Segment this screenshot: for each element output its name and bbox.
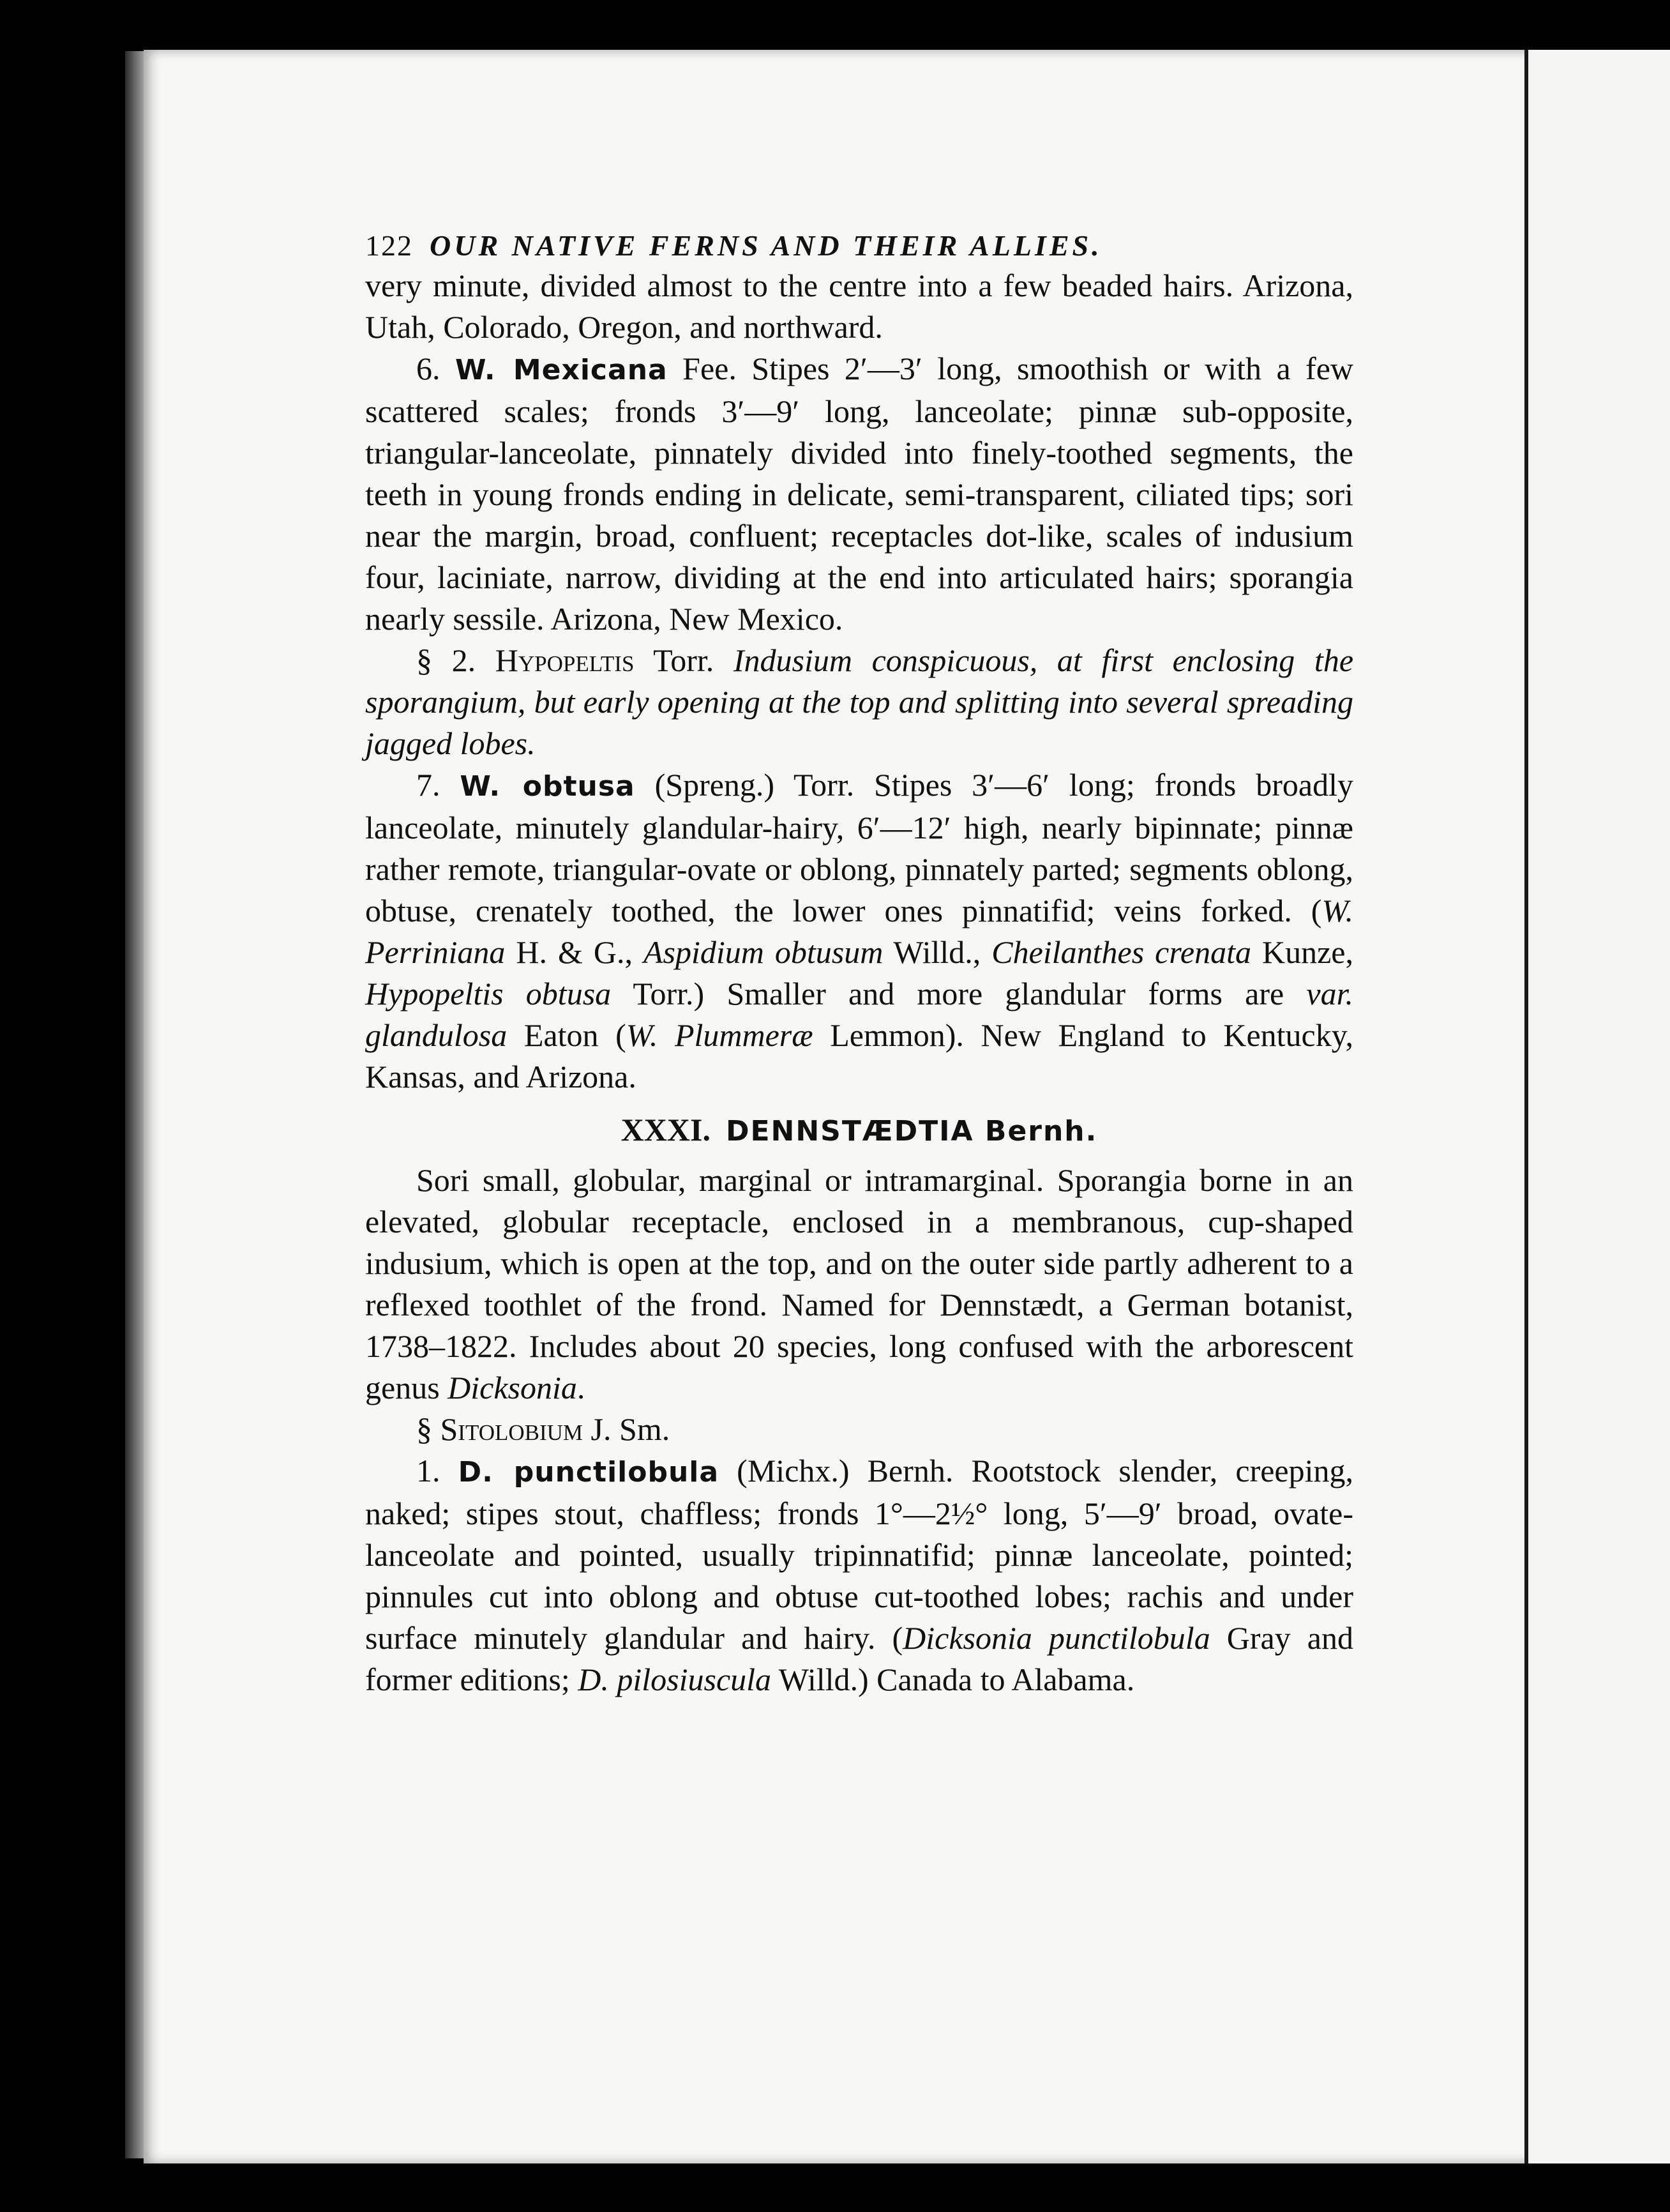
species-text: Kunze, [1251,934,1353,970]
subsection-authority: J. Sm. [583,1411,670,1447]
species-number: 1. [416,1453,440,1489]
species-text: Torr.) Smaller and more glandular forms are [611,976,1307,1011]
subsection-name: Sitolobium [440,1411,583,1447]
species-name: D. punctilobula [458,1456,719,1489]
genus-description [365,1160,1353,1409]
species-name: W. Mexicana [455,354,668,386]
section-mark: § [416,1411,440,1447]
genus-text: . [576,1370,585,1405]
genus-reference: Dicksonia [448,1370,577,1405]
variety-name: var. glandulosa [365,976,1353,1053]
page-number: 122 [365,229,413,262]
species-entry-mexicana [365,348,1353,640]
genus-name: DENNSTÆDTIA Bernh. [725,1115,1098,1148]
section-mark: § 2. [416,642,476,678]
paragraph-text: very minute, divided almost to the centre into a few beaded hairs. Arizona, Utah, Colorado, Oregon, and northward. [365,268,1353,345]
subsection-description: Indusium conspicuous, at first enclosing the sporangium, but early opening at the top and splitting into several spreading jagged lobes. [365,642,1354,761]
paragraph-continuation [365,265,1353,348]
species-text: Gray and former editions; [365,1620,1353,1697]
subsection-hypopeltis [365,640,1353,764]
species-text: Lemmon). New England to Kentucky, Kansas, and Arizona. [365,1017,1353,1095]
species-text: (Spreng.) Torr. Stipes 3′—6′ long; fronds broadly lanceolate, minutely glandular-hairy, 6′—12′ high, nearly bipinnate; pinnæ rather remote, triangular-ovate or oblong, pinnately parted; segments oblong, obtuse, crenately toothed, the lower ones pinnatifid; veins forked. ( [365,767,1353,928]
subsection-name: Hypopeltis [495,642,635,678]
synonym: Cheilanthes crenata [991,934,1252,970]
synonym: W. Perriniana [365,893,1353,970]
running-head [365,227,1353,265]
synonym: Aspidium obtusum [643,934,884,970]
running-title: OUR NATIVE FERNS AND THEIR ALLIES. [430,229,1102,262]
facing-page-edge [1528,50,1670,2163]
species-name: W. obtusa [460,770,635,803]
genus-number: XXXI. [621,1112,711,1148]
synonym: W. Plummeræ [626,1017,813,1053]
species-text: Willd., [883,934,992,970]
species-entry-punctilobula [365,1450,1353,1701]
synonym: D. pilosiuscula [578,1662,772,1697]
page-text [365,227,1353,1701]
genus-heading [365,1109,1353,1152]
species-number: 7. [416,767,440,803]
species-text: H. & G., [505,934,643,970]
species-text: (Michx.) Bernh. Rootstock slender, creeping, naked; stipes stout, chaffless; fronds 1°—2½° long, 5′—9′ broad, ovate-lanceolate and pointed, usually tripinnatifid; pinnæ lanceolate, pointed; pinnules cut into oblong and obtuse cut-toothed lobes; rachis and under surface minutely glandular and hairy. ( [365,1453,1353,1656]
species-text: Willd.) Canada to Alabama. [771,1662,1135,1697]
synonym: Hypopeltis obtusa [365,976,612,1011]
species-text: Eaton ( [507,1017,626,1053]
species-description: Fee. Stipes 2′—3′ long, smoothish or with a few scattered scales; fronds 3′—9′ long, lanceolate; pinnæ sub-opposite, triangular-lanceolate, pinnately divided into finely-toothed segments, the teeth in young fronds ending in delicate, semi-transparent, ciliated tips; sori near the margin, broad, confluent; receptacles dot-like, scales of indusium four, laciniate, narrow, dividing at the end into articulated hairs; sporangia nearly sessile. Arizona, New Mexico. [365,351,1354,637]
subsection-authority: Torr. [634,642,733,678]
synonym: Dicksonia punctilobula [903,1620,1210,1656]
genus-text: Sori small, globular, marginal or intramarginal. Sporangia borne in an elevated, globular receptacle, enclosed in a membranous, cup-shaped indusium, which is open at the top, and on the outer side partly adherent to a reflexed toothlet of the frond. Named for Dennstædt, a German botanist, 1738–1822. Includes about 20 species, long confused with the arborescent genus [365,1162,1353,1405]
species-entry-obtusa [365,764,1353,1098]
species-number: 6. [416,351,440,386]
subsection-sitolobium [365,1409,1353,1450]
